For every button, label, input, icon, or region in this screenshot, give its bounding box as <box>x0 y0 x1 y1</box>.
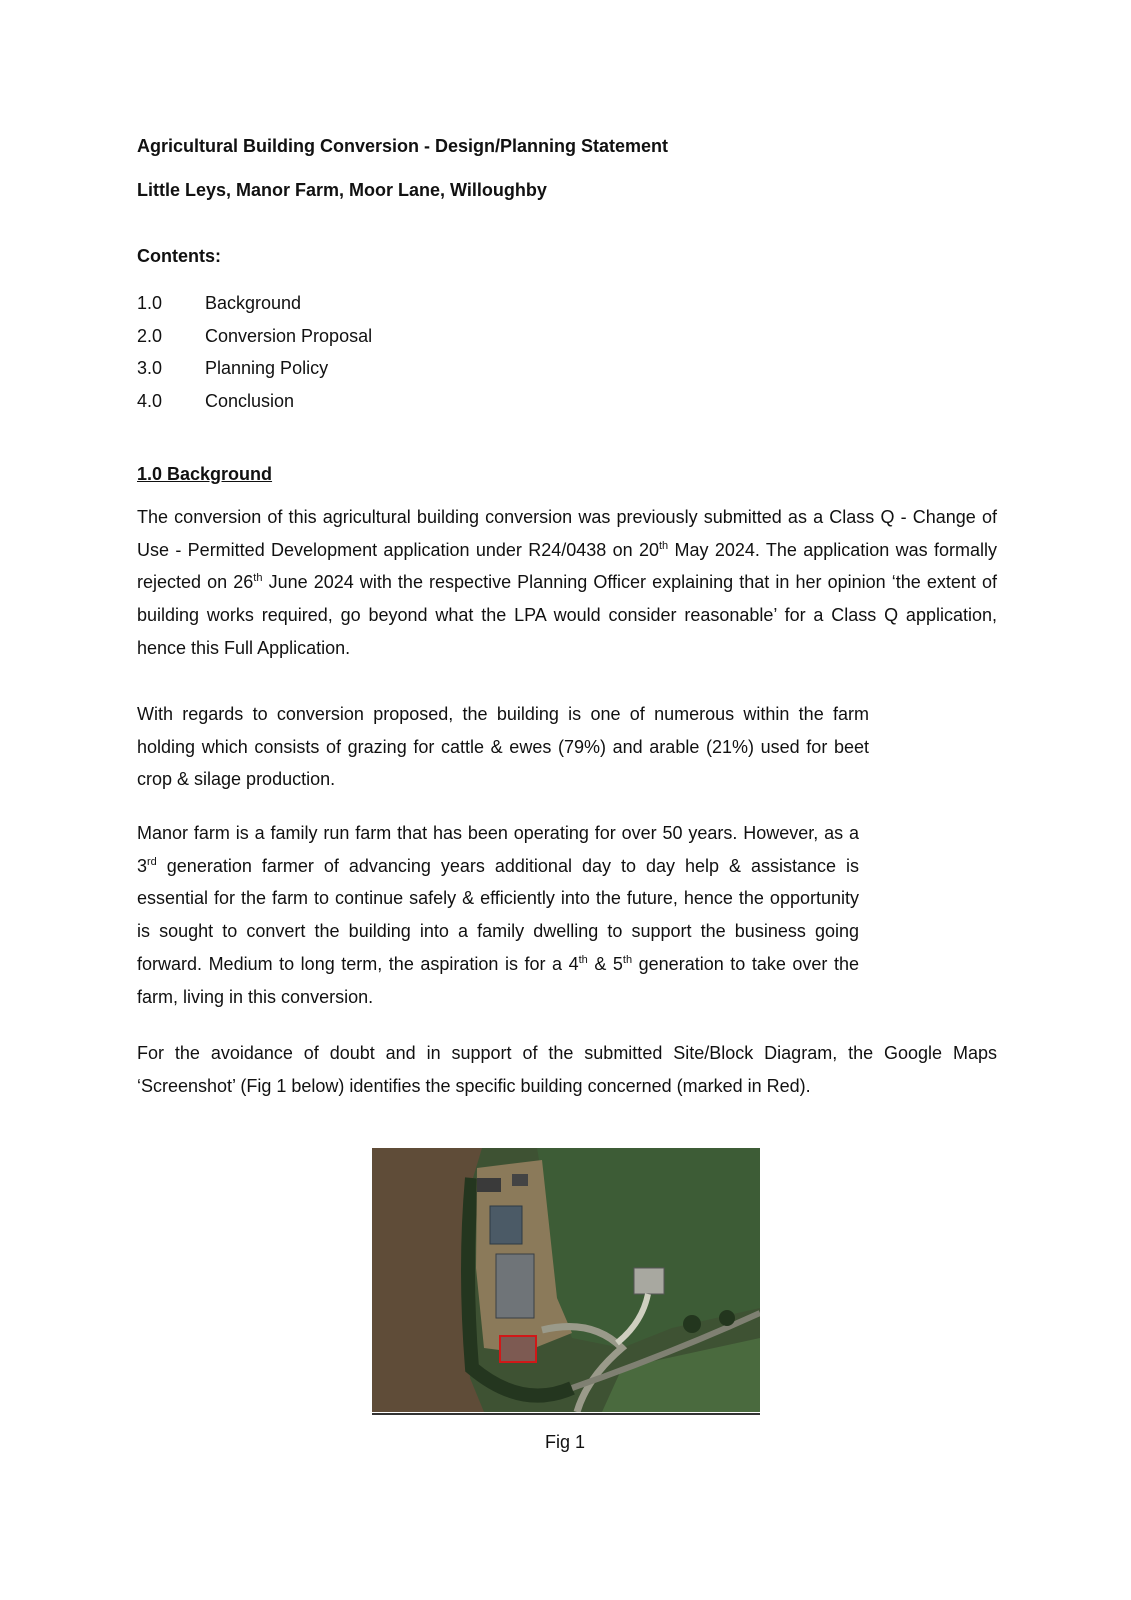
toc-item <box>137 385 372 418</box>
contents-heading: Contents: <box>137 246 221 266</box>
document-title: Agricultural Building Conversion - Design/Planning Statement <box>137 136 669 156</box>
toc-item-number: 3.0 <box>137 358 163 378</box>
toc-item <box>137 320 372 353</box>
background-paragraph-1: The conversion of this agricultural building conversion was previously submitted as a Class Q - Change of Use - Permitted Development application under R24/0438 on 20th May 2024. The application was formally rejected on 26th June 2024 with the respective Planning Officer explaining that in her opinion ‘the extent of building works required, go beyond what the LPA would consider reasonable’ for a Class Q application, hence this Full Application. <box>137 507 998 658</box>
toc-item-label: Conclusion <box>205 390 295 411</box>
background-paragraph-4: For the avoidance of doubt and in support of the submitted Site/Block Diagram, the Google Maps ‘Screenshot’ (Fig 1 below) identifies the specific building concerned (marked in Red). <box>137 1043 997 1096</box>
toc-item-number: 4.0 <box>137 390 163 411</box>
toc-item-label: Conversion Proposal <box>205 325 373 346</box>
toc-item-number: 1.0 <box>137 293 163 313</box>
aerial-site-photo <box>372 1148 760 1412</box>
background-paragraph-2: With regards to conversion proposed, the building is one of numerous within the farm holding which consists of grazing for cattle & ewes (79%) and arable (21%) used for beet crop & silage production. <box>137 704 869 790</box>
section-heading-background: 1.0 Background <box>137 464 273 484</box>
background-paragraph-3: Manor farm is a family run farm that has been operating for over 50 years. However, as a 3rd generation farmer of advancing years additional day to day help & assistance is essential for the farm to continue safely & efficiently into the future, hence the opportunity is sought to convert the building into a family dwelling to support the business going forward. Medium to long term, the aspiration is for a 4th & 5th generation to take over the farm, living in this conversion. <box>137 823 859 1007</box>
toc-item-label: Planning Policy <box>205 358 329 378</box>
figure-caption: Fig 1 <box>545 1432 586 1452</box>
table-of-contents <box>137 287 372 417</box>
document-subtitle: Little Leys, Manor Farm, Moor Lane, Willoughby <box>137 180 547 200</box>
toc-item <box>137 352 372 385</box>
toc-item-number: 2.0 <box>137 325 163 346</box>
figure-underline <box>372 1413 760 1415</box>
toc-item <box>137 287 372 320</box>
toc-item-label: Background <box>205 293 302 313</box>
aerial-map-image <box>372 1148 760 1412</box>
